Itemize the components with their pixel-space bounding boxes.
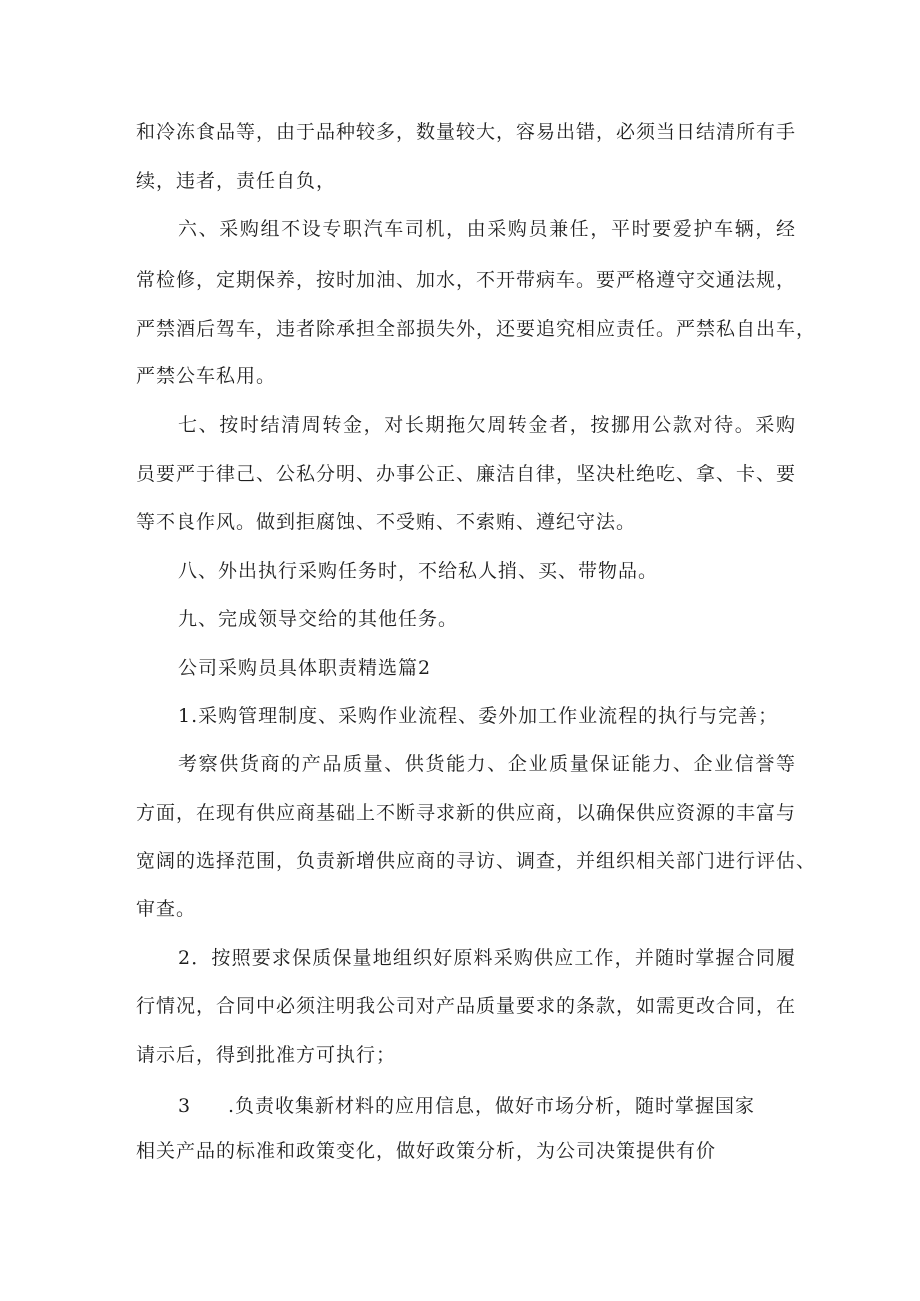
section-heading: 公司采购员具体职责精选篇2 [178,657,432,679]
paragraph-seven-line-1: 七、按时结清周转金，对长期拖欠周转金者，按挪用公款对待。采购 [178,414,796,436]
item-three-line-1: .负责收集新材料的应用信息，做好市场分析，随时掌握国家 [228,1095,756,1117]
paragraph-seven-line-2: 员要严于律己、公私分明、办事公正、廉洁自律，坚决杜绝吃、拿、卡、要 [136,463,797,485]
paragraph-six-line-4: 严禁公车私用。 [136,365,277,387]
supplier-paragraph-line-3: 宽阔的选择范围，负责新增供应商的寻访、调查，并组织相关部门进行评估、 [136,850,817,872]
paragraph-six-line-2: 常检修，定期保养，按时加油、加水，不开带病车。要严格遵守交通法规， [136,269,797,291]
item-one: 1.采购管理制度、采购作业流程、委外加工作业流程的执行与完善； [178,705,779,727]
supplier-paragraph-line-4: 审查。 [136,898,197,920]
paragraph-nine: 九、完成领导交给的其他任务。 [178,608,459,630]
paragraph-eight: 八、外出执行采购任务时，不给私人捎、买、带物品。 [178,560,659,582]
item-three-number: 3 [178,1095,192,1117]
paragraph-seven-line-3: 等不良作风。做到拒腐蚀、不受贿、不索贿、遵纪守法。 [136,511,637,533]
item-two-line-2: 行情况，合同中必须注明我公司对产品质量要求的条款，如需更改合同，在 [136,995,797,1017]
paragraph-six-line-1: 六、采购组不设专职汽车司机，由采购员兼任，平时要爱护车辆，经 [178,218,796,240]
supplier-paragraph-line-2: 方面，在现有供应商基础上不断寻求新的供应商，以确保供应资源的丰富与 [136,802,797,824]
supplier-paragraph-line-1: 考察供货商的产品质量、供货能力、企业质量保证能力、企业信誉等 [178,753,796,775]
text-line-2: 续，违者，责任自负， [136,170,337,192]
item-three-line-2: 相关产品的标准和政策变化，做好政策分析，为公司决策提供有价 [136,1140,717,1162]
text-line-1: 和冷冻食品等，由于品种较多，数量较大，容易出错，必须当日结清所有手 [136,121,797,143]
item-two-line-3: 请示后，得到批准方可执行； [136,1044,397,1066]
item-two-line-1: 2．按照要求保质保量地组织好原料采购供应工作，并随时掌握合同履 [178,947,796,969]
paragraph-six-line-3: 严禁酒后驾车，违者除承担全部损失外，还要追究相应责任。严禁私自出车， [136,318,817,340]
